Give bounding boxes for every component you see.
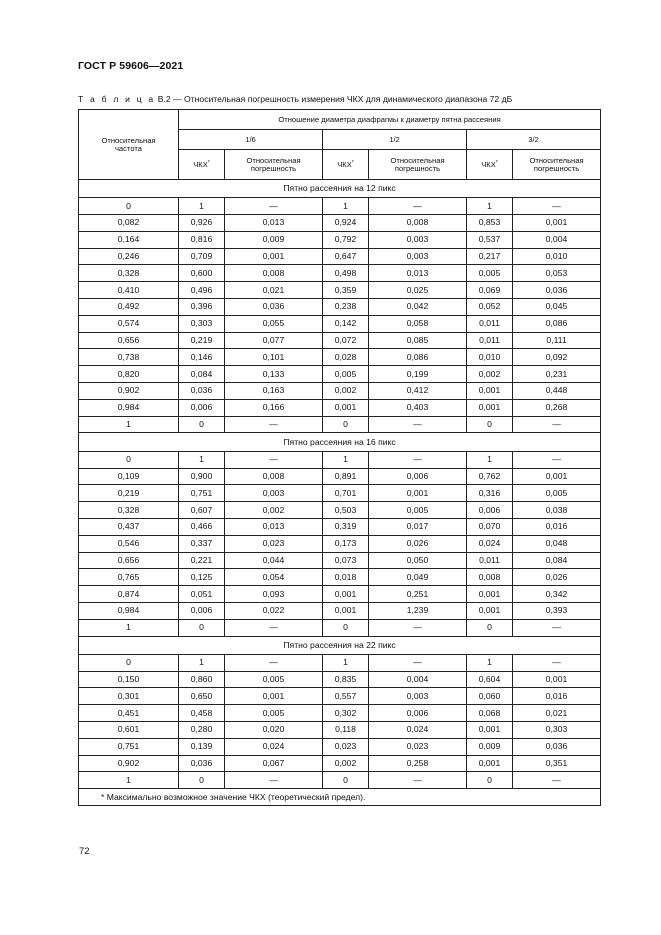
table-cell: 0,163 <box>225 383 323 400</box>
table-row <box>79 671 601 688</box>
table-cell: 0,337 <box>179 535 225 552</box>
table-cell: 0,092 <box>513 349 601 366</box>
table-cell: 0,751 <box>79 738 179 755</box>
table-cell: 0,004 <box>369 671 467 688</box>
table-cell: 0,008 <box>225 468 323 485</box>
table-cell: 0,111 <box>513 332 601 349</box>
table-row <box>79 602 601 619</box>
table-cell: 1 <box>179 654 225 671</box>
table-cell: 0,010 <box>513 248 601 265</box>
footnote-row <box>79 789 601 806</box>
table-row <box>79 502 601 519</box>
footnote: * Максимально возможное значение ЧКХ (теоретический предел). <box>79 789 601 806</box>
table-cell: 0,984 <box>79 399 179 416</box>
table-cell: 0,054 <box>225 569 323 586</box>
table-cell: 0,036 <box>513 738 601 755</box>
table-cell: — <box>513 654 601 671</box>
table-cell: 1 <box>323 198 369 215</box>
table-cell: 0,072 <box>323 332 369 349</box>
table-cell: 0,924 <box>323 215 369 232</box>
table-cell: 0,025 <box>369 282 467 299</box>
table-row <box>79 451 601 468</box>
table-cell: 0,067 <box>225 755 323 772</box>
table-cell: 0,008 <box>369 215 467 232</box>
table-cell: 0,219 <box>79 485 179 502</box>
section-title: Пятно рассеяния на 16 пикс <box>79 433 601 451</box>
table-cell: 0,070 <box>467 518 513 535</box>
table-cell: 0,086 <box>513 315 601 332</box>
table-cell: 0,902 <box>79 755 179 772</box>
table-cell: 0 <box>323 619 369 636</box>
table-cell: 0,017 <box>369 518 467 535</box>
table-cell: 0,762 <box>467 468 513 485</box>
table-cell: — <box>369 198 467 215</box>
table-cell: 0,302 <box>323 705 369 722</box>
table-cell: 0,133 <box>225 366 323 383</box>
table-cell: 0,246 <box>79 248 179 265</box>
table-cell: — <box>513 619 601 636</box>
table-cell: 0,023 <box>323 738 369 755</box>
table-cell: 0,001 <box>513 468 601 485</box>
table-cell: 0,020 <box>225 722 323 739</box>
header-rel-err-1: Относительная погрешность <box>225 150 323 180</box>
table-cell: 0,002 <box>323 383 369 400</box>
document-standard-header: ГОСТ Р 59606—2021 <box>78 60 184 72</box>
table-cell: 0,458 <box>179 705 225 722</box>
table-cell: 0,412 <box>369 383 467 400</box>
table-cell: 0,010 <box>467 349 513 366</box>
table-cell: 0,150 <box>79 671 179 688</box>
table-cell: 0,001 <box>467 383 513 400</box>
table-cell: 0,001 <box>513 671 601 688</box>
header-rel-err-3: Относительная погрешность <box>513 150 601 180</box>
table-row <box>79 518 601 535</box>
section-title: Пятно рассеяния на 12 пикс <box>79 180 601 198</box>
table-row <box>79 231 601 248</box>
table-cell: 0,537 <box>467 231 513 248</box>
table-cell: 0,217 <box>467 248 513 265</box>
table-cell: 0,835 <box>323 671 369 688</box>
table-cell: 0 <box>179 772 225 789</box>
table-cell: 0 <box>79 451 179 468</box>
header-group-2: 1/2 <box>323 130 467 150</box>
table-cell: 0,342 <box>513 586 601 603</box>
table-cell: 0,093 <box>225 586 323 603</box>
table-cell: 0,077 <box>225 332 323 349</box>
table-row <box>79 198 601 215</box>
table-cell: 0,024 <box>467 535 513 552</box>
table-cell: 0,006 <box>179 399 225 416</box>
table-cell: 0,437 <box>79 518 179 535</box>
table-row <box>79 349 601 366</box>
table-cell: 0,048 <box>513 535 601 552</box>
table-cell: 0,001 <box>225 688 323 705</box>
table-cell: 0,101 <box>225 349 323 366</box>
table-row <box>79 366 601 383</box>
table-cell: 0,005 <box>225 705 323 722</box>
table-row <box>79 722 601 739</box>
table-caption-text: В.2 — Относительная погрешность измерения ЧКХ для динамического диапазона 72 дБ <box>155 94 513 104</box>
table-cell: 0,164 <box>79 231 179 248</box>
table-cell: 0,058 <box>369 315 467 332</box>
table-row <box>79 738 601 755</box>
table-cell: — <box>225 654 323 671</box>
table-cell: 0,036 <box>513 282 601 299</box>
table-cell: 0,221 <box>179 552 225 569</box>
table-cell: 1 <box>79 416 179 433</box>
table-cell: 0,086 <box>369 349 467 366</box>
table-cell: 0,060 <box>467 688 513 705</box>
table-cell: 0,301 <box>79 688 179 705</box>
table-cell: 0,280 <box>179 722 225 739</box>
table-row <box>79 654 601 671</box>
table-cell: 0,013 <box>225 215 323 232</box>
table-cell: — <box>513 198 601 215</box>
header-mtf-2: ЧКХ* <box>323 150 369 180</box>
table-cell: 0,142 <box>323 315 369 332</box>
table-cell: 0,001 <box>323 586 369 603</box>
table-cell: 0,656 <box>79 552 179 569</box>
table-cell: 0,650 <box>179 688 225 705</box>
table-cell: 0,068 <box>467 705 513 722</box>
table-cell: 0,005 <box>513 485 601 502</box>
table-cell: 0,036 <box>225 299 323 316</box>
table-cell: 0,023 <box>225 535 323 552</box>
table-cell: 0,251 <box>369 586 467 603</box>
table-row <box>79 299 601 316</box>
table-row <box>79 383 601 400</box>
table-cell: 0,053 <box>513 265 601 282</box>
table-cell: 0,451 <box>79 705 179 722</box>
table-cell: 0,055 <box>225 315 323 332</box>
table-cell: 0,005 <box>225 671 323 688</box>
table-cell: 0,026 <box>513 569 601 586</box>
table-cell: 0,656 <box>79 332 179 349</box>
table-cell: 0,008 <box>467 569 513 586</box>
table-cell: 0,003 <box>369 231 467 248</box>
table-cell: 0,765 <box>79 569 179 586</box>
table-cell: 0 <box>467 416 513 433</box>
table-cell: 0,036 <box>179 755 225 772</box>
table-cell: 0,853 <box>467 215 513 232</box>
table-row <box>79 485 601 502</box>
table-cell: 0,574 <box>79 315 179 332</box>
table-cell: 0,351 <box>513 755 601 772</box>
table-cell: 0,050 <box>369 552 467 569</box>
table-cell: 0,082 <box>79 215 179 232</box>
table-cell: 0 <box>179 416 225 433</box>
table-cell: 0,316 <box>467 485 513 502</box>
header-rel-freq: Относительная частота <box>79 110 179 180</box>
table-cell: 0,258 <box>369 755 467 772</box>
table-cell: 0,018 <box>323 569 369 586</box>
table-cell: 0,052 <box>467 299 513 316</box>
table-row <box>79 468 601 485</box>
table-cell: 0,751 <box>179 485 225 502</box>
table-cell: 0,084 <box>179 366 225 383</box>
table-cell: 0,073 <box>323 552 369 569</box>
table-cell: 0 <box>323 416 369 433</box>
table-cell: 0 <box>467 619 513 636</box>
table-cell: 0,139 <box>179 738 225 755</box>
table-row <box>79 315 601 332</box>
table-cell: 1 <box>79 772 179 789</box>
table-cell: 0,498 <box>323 265 369 282</box>
table-cell: 1 <box>179 451 225 468</box>
table-cell: — <box>369 654 467 671</box>
table-cell: 0 <box>323 772 369 789</box>
table-cell: — <box>369 451 467 468</box>
table-cell: 0,023 <box>369 738 467 755</box>
header-mtf-1: ЧКХ* <box>179 150 225 180</box>
table-cell: 0,011 <box>467 315 513 332</box>
table-cell: 0,816 <box>179 231 225 248</box>
table-row <box>79 248 601 265</box>
table-cell: 0,604 <box>467 671 513 688</box>
table-cell: 0,002 <box>467 366 513 383</box>
table-cell: 0,001 <box>467 755 513 772</box>
table-cell: 0,038 <box>513 502 601 519</box>
table-row <box>79 688 601 705</box>
table-cell: 0,231 <box>513 366 601 383</box>
table-cell: 0,069 <box>467 282 513 299</box>
table-cell: 0,118 <box>323 722 369 739</box>
table-cell: 0,021 <box>513 705 601 722</box>
table-row <box>79 282 601 299</box>
table-cell: 0,860 <box>179 671 225 688</box>
table-cell: 0,738 <box>79 349 179 366</box>
table-cell: 0,303 <box>179 315 225 332</box>
table-cell: — <box>225 416 323 433</box>
table-cell: 0 <box>79 654 179 671</box>
table-row <box>79 215 601 232</box>
table-cell: 0,005 <box>323 366 369 383</box>
table-cell: 0,792 <box>323 231 369 248</box>
table-cell: — <box>225 451 323 468</box>
table-cell: 0,005 <box>369 502 467 519</box>
header-ratio-title: Отношение диаметра диафрагмы к диаметру пятна рассеяния <box>179 110 601 130</box>
table-cell: 0,359 <box>323 282 369 299</box>
table-cell: 0,002 <box>225 502 323 519</box>
header-group-3: 3/2 <box>467 130 601 150</box>
table-cell: 0,600 <box>179 265 225 282</box>
table-cell: 0,003 <box>369 248 467 265</box>
table-cell: 0,496 <box>179 282 225 299</box>
table-cell: 0,219 <box>179 332 225 349</box>
table-cell: 0,001 <box>369 485 467 502</box>
table-cell: 0,701 <box>323 485 369 502</box>
table-cell: 0,001 <box>225 248 323 265</box>
table-cell: — <box>225 772 323 789</box>
table-cell: 0,001 <box>467 722 513 739</box>
table-cell: 0,003 <box>225 485 323 502</box>
table-cell: 0,001 <box>467 586 513 603</box>
table-row <box>79 535 601 552</box>
table-cell: 0,874 <box>79 586 179 603</box>
table-cell: 0,546 <box>79 535 179 552</box>
table-cell: 0,042 <box>369 299 467 316</box>
table-cell: — <box>369 619 467 636</box>
table-cell: 0,492 <box>79 299 179 316</box>
section-header-row <box>79 180 601 198</box>
table-cell: — <box>225 198 323 215</box>
table-cell: 0,647 <box>323 248 369 265</box>
table-cell: — <box>513 451 601 468</box>
table-cell: 0,004 <box>513 231 601 248</box>
table-cell: 0 <box>179 619 225 636</box>
table-caption-prefix: Т а б л и ц а <box>78 94 156 104</box>
table-row <box>79 772 601 789</box>
table-cell: — <box>513 772 601 789</box>
table-cell: 0,036 <box>179 383 225 400</box>
table-cell: 0,003 <box>369 688 467 705</box>
table-caption <box>78 94 512 104</box>
table-cell: 0,466 <box>179 518 225 535</box>
table-cell: 0,926 <box>179 215 225 232</box>
table-row <box>79 705 601 722</box>
table-cell: 0,146 <box>179 349 225 366</box>
table-cell: 0,021 <box>225 282 323 299</box>
table-cell: 0,006 <box>369 705 467 722</box>
header-rel-err-2: Относительная погрешность <box>369 150 467 180</box>
table-cell: — <box>369 416 467 433</box>
table-row <box>79 569 601 586</box>
table-cell: 0,009 <box>467 738 513 755</box>
table-cell: 0,024 <box>225 738 323 755</box>
table-cell: 0,016 <box>513 688 601 705</box>
table-row <box>79 586 601 603</box>
table-cell: 0,601 <box>79 722 179 739</box>
table-row <box>79 755 601 772</box>
table-cell: 0 <box>79 198 179 215</box>
table-cell: — <box>369 772 467 789</box>
table-cell: 0,319 <box>323 518 369 535</box>
table-row <box>79 619 601 636</box>
table-cell: 0,022 <box>225 602 323 619</box>
table-row <box>79 332 601 349</box>
table-cell: 0 <box>467 772 513 789</box>
table-cell: 0,001 <box>323 399 369 416</box>
table-cell: 0,044 <box>225 552 323 569</box>
table-cell: 0,001 <box>513 215 601 232</box>
table-cell: 0,268 <box>513 399 601 416</box>
table-cell: 0,005 <box>467 265 513 282</box>
table-cell: 0,166 <box>225 399 323 416</box>
table-cell: 1 <box>179 198 225 215</box>
table-cell: 0,001 <box>467 399 513 416</box>
table-cell: 0,008 <box>225 265 323 282</box>
table-cell: 0,026 <box>369 535 467 552</box>
table-cell: 0,006 <box>467 502 513 519</box>
table-cell: 1 <box>467 451 513 468</box>
table-row <box>79 552 601 569</box>
table-cell: 0,002 <box>323 755 369 772</box>
table-cell: 0,125 <box>179 569 225 586</box>
table-cell: 0,049 <box>369 569 467 586</box>
table-cell: 0,109 <box>79 468 179 485</box>
table-cell: 0,820 <box>79 366 179 383</box>
table-cell: 0,006 <box>179 602 225 619</box>
table-cell: 0,709 <box>179 248 225 265</box>
table-row <box>79 416 601 433</box>
table-cell: 0,024 <box>369 722 467 739</box>
section-title: Пятно рассеяния на 22 пикс <box>79 636 601 654</box>
table-cell: 0,393 <box>513 602 601 619</box>
table-cell: — <box>513 416 601 433</box>
table-cell: 0,006 <box>369 468 467 485</box>
table-cell: 0,009 <box>225 231 323 248</box>
table-cell: 0,410 <box>79 282 179 299</box>
table-row <box>79 265 601 282</box>
table-cell: 0,238 <box>323 299 369 316</box>
table-cell: 1 <box>467 654 513 671</box>
table-cell: 0,001 <box>467 602 513 619</box>
table-cell: 0,011 <box>467 332 513 349</box>
section-header-row <box>79 636 601 654</box>
table-cell: 0,607 <box>179 502 225 519</box>
table-cell: 0,173 <box>323 535 369 552</box>
table-cell: 0,900 <box>179 468 225 485</box>
table-cell: 0,016 <box>513 518 601 535</box>
table-cell: 0,503 <box>323 502 369 519</box>
table-cell: 0,403 <box>369 399 467 416</box>
data-table <box>78 109 601 806</box>
table-cell: 0,557 <box>323 688 369 705</box>
table-cell: 1 <box>467 198 513 215</box>
table-cell: 0,013 <box>225 518 323 535</box>
table-cell: 0,084 <box>513 552 601 569</box>
table-cell: — <box>225 619 323 636</box>
table-cell: 1 <box>79 619 179 636</box>
table-cell: 0,045 <box>513 299 601 316</box>
table-cell: 0,028 <box>323 349 369 366</box>
table-cell: 0,085 <box>369 332 467 349</box>
table-cell: 0,396 <box>179 299 225 316</box>
table-cell: 0,013 <box>369 265 467 282</box>
table-cell: 0,303 <box>513 722 601 739</box>
table-cell: 0,902 <box>79 383 179 400</box>
table-cell: 0,891 <box>323 468 369 485</box>
table-cell: 0,001 <box>323 602 369 619</box>
page-number: 72 <box>79 846 90 857</box>
header-mtf-3: ЧКХ* <box>467 150 513 180</box>
table-cell: 0,051 <box>179 586 225 603</box>
table-row <box>79 399 601 416</box>
table-cell: 1 <box>323 451 369 468</box>
table-cell: 0,011 <box>467 552 513 569</box>
table-cell: 1,239 <box>369 602 467 619</box>
table-cell: 0,199 <box>369 366 467 383</box>
table-cell: 0,984 <box>79 602 179 619</box>
header-group-1: 1/6 <box>179 130 323 150</box>
table-cell: 0,328 <box>79 265 179 282</box>
table-cell: 1 <box>323 654 369 671</box>
section-header-row <box>79 433 601 451</box>
table-cell: 0,448 <box>513 383 601 400</box>
table-cell: 0,328 <box>79 502 179 519</box>
